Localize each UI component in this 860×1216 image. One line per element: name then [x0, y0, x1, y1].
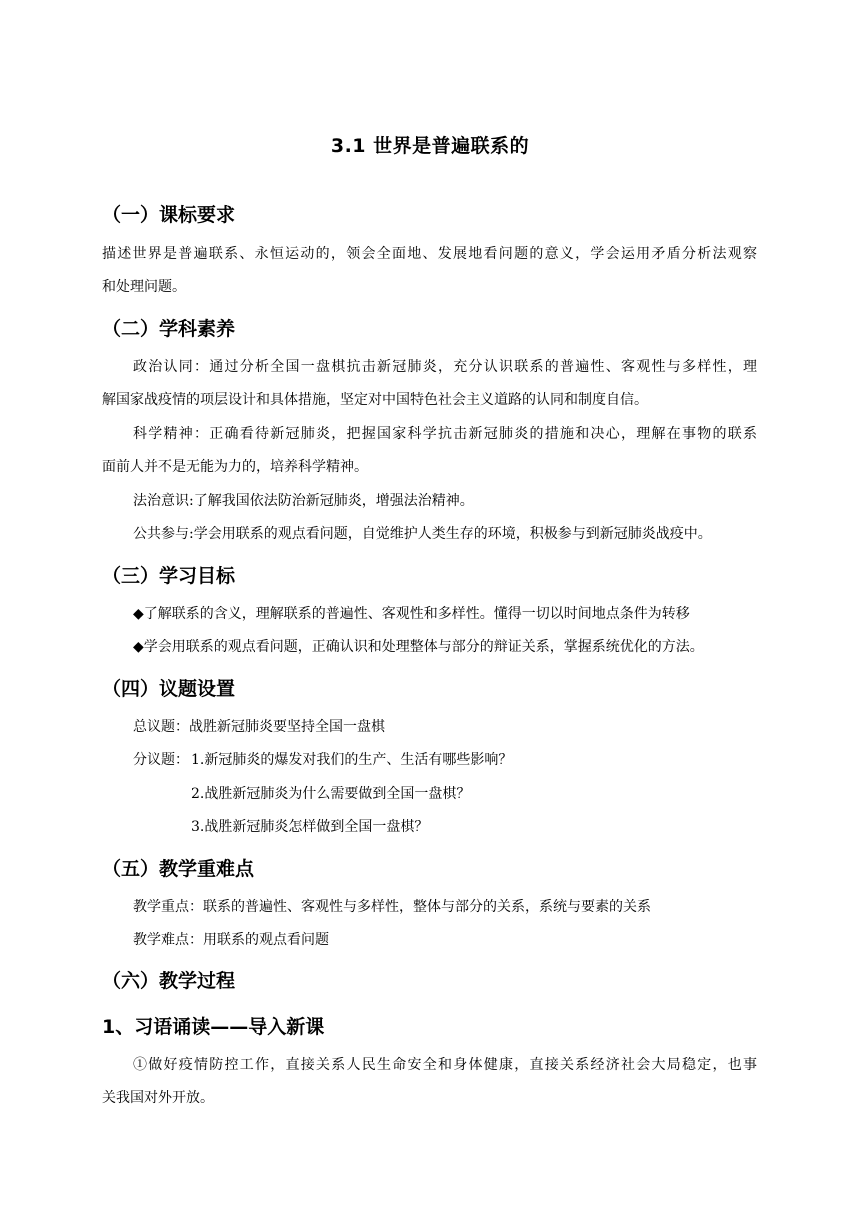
curriculum-text-line-2: 和处理问题。: [102, 279, 186, 295]
main-topic: 总议题：战胜新冠肺炎要坚持全国一盘棋: [133, 719, 385, 735]
political-identity-line-2: 解国家战疫情的项层设计和具体措施，坚定对中国特色社会主义道路的认同和制度自信。: [102, 392, 648, 408]
heading-subject-literacy: （二）学科素养: [102, 318, 236, 340]
heading-teaching-process: （六）教学过程: [102, 970, 236, 992]
objective-item-2: ◆学会用联系的观点看问题，正确认识和处理整体与部分的辩证关系，掌握系统优化的方法。: [133, 639, 704, 655]
objective-item-1: ◆了解联系的含义，理解联系的普遍性、客观性和多样性。懂得一切以时间地点条件为转移: [133, 606, 690, 622]
heading-teaching-key-points: （五）教学重难点: [102, 858, 255, 880]
quote-text-line-1: ①做好疫情防控工作，直接关系人民生命安全和身体健康，直接关系经济社会大局稳定，也事: [133, 1057, 757, 1073]
scientific-spirit-line-1: 科学精神：正确看待新冠肺炎，把握国家科学抗击新冠肺炎的措施和决心，理解在事物的联系: [133, 426, 757, 442]
political-identity-line-1: 政治认同：通过分析全国一盘棋抗击新冠肺炎，充分认识联系的普遍性、客观性与多样性，理: [133, 359, 757, 375]
teaching-difficult-point: 教学难点：用联系的观点看问题: [133, 932, 329, 948]
sub-topic-label: 分议题：: [133, 752, 189, 768]
curriculum-text-line-1: 描述世界是普遍联系、永恒运动的，领会全面地、发展地看问题的意义，学会运用矛盾分析法观察: [102, 246, 757, 262]
heading-quote-recitation: 1、习语诵读——导入新课: [102, 1016, 325, 1038]
teaching-key-point: 教学重点：联系的普遍性、客观性与多样性，整体与部分的关系，系统与要素的关系: [133, 899, 651, 915]
heading-topic-setting: （四）议题设置: [102, 678, 236, 700]
heading-curriculum-requirements: （一）课标要求: [102, 204, 236, 226]
heading-learning-objectives: （三）学习目标: [102, 565, 236, 587]
sub-topic-1: 1.新冠肺炎的爆发对我们的生产、生活有哪些影响？: [191, 752, 513, 768]
sub-topic-2: 2.战胜新冠肺炎为什么需要做到全国一盘棋？: [191, 786, 471, 802]
rule-of-law-text: 法治意识:了解我国依法防治新冠肺炎，增强法治精神。: [133, 493, 474, 509]
scientific-spirit-line-2: 面前人并不是无能为力的，培养科学精神。: [102, 459, 368, 475]
public-participation-text: 公共参与:学会用联系的观点看问题，自觉维护人类生存的环境，积极参与到新冠肺炎战疫中。: [133, 526, 712, 542]
document-title: 3.1 世界是普遍联系的: [330, 135, 530, 157]
quote-text-line-2: 关我国对外开放。: [102, 1090, 214, 1106]
sub-topic-3: 3.战胜新冠肺炎怎样做到全国一盘棋？: [191, 819, 429, 835]
